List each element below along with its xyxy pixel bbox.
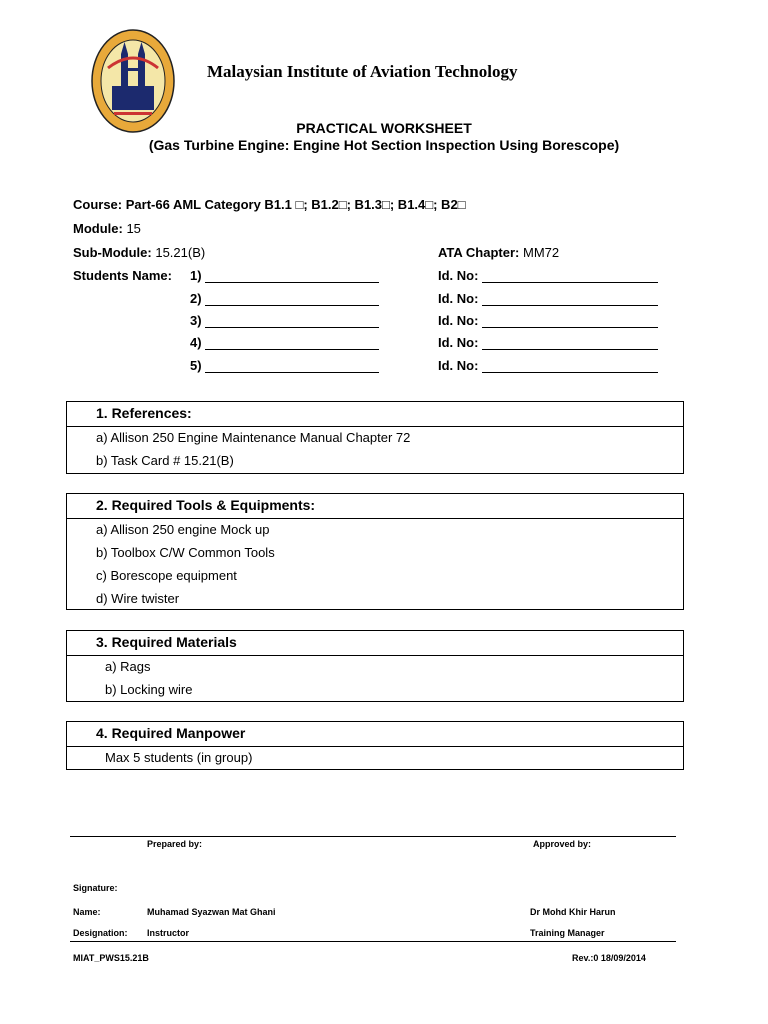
name-label: Name: [73, 907, 101, 917]
list-item: b) Locking wire [105, 682, 193, 697]
prepared-name: Muhamad Syazwan Mat Ghani [147, 907, 276, 917]
student-name-line[interactable] [205, 327, 379, 328]
ata-label: ATA Chapter: [438, 245, 520, 260]
manpower-heading: 4. Required Manpower [67, 722, 683, 747]
student-name-line[interactable] [205, 372, 379, 373]
institution-logo [90, 28, 176, 134]
list-item: b) Toolbox C/W Common Tools [96, 545, 275, 560]
list-item: Max 5 students (in group) [105, 750, 253, 765]
idno-line[interactable] [482, 349, 658, 350]
divider [70, 836, 676, 837]
student-number: 5) [190, 358, 202, 373]
submodule-field [73, 245, 205, 260]
list-item: a) Allison 250 Engine Maintenance Manual Chapter 72 [96, 430, 411, 445]
idno-label: Id. No: [438, 291, 479, 306]
tools-box [66, 493, 684, 610]
institute-name: Malaysian Institute of Aviation Technology [207, 62, 518, 81]
list-item: a) Allison 250 engine Mock up [96, 522, 270, 537]
student-number: 1) [190, 268, 202, 283]
page-title: PRACTICAL WORKSHEET [296, 120, 472, 136]
student-number: 4) [190, 335, 202, 350]
module-field [73, 221, 141, 236]
materials-heading: 3. Required Materials [67, 631, 683, 656]
document-code: MIAT_PWS15.21B [73, 953, 149, 963]
references-heading: 1. References: [67, 402, 683, 427]
list-item: d) Wire twister [96, 591, 180, 606]
idno-label: Id. No: [438, 268, 479, 283]
module-value: 15 [126, 221, 141, 236]
list-item: c) Borescope equipment [96, 568, 237, 583]
revision-info: Rev.:0 18/09/2014 [572, 953, 646, 963]
signature-label: Signature: [73, 883, 118, 893]
divider [70, 941, 676, 942]
idno-line[interactable] [482, 372, 658, 373]
list-item: a) Rags [105, 659, 151, 674]
student-number: 2) [190, 291, 202, 306]
idno-line[interactable] [482, 282, 658, 283]
tools-heading: 2. Required Tools & Equipments: [67, 494, 683, 519]
prepared-by-label: Prepared by: [147, 839, 203, 849]
idno-label: Id. No: [438, 358, 479, 373]
approved-by-label: Approved by: [533, 839, 592, 849]
idno-line[interactable] [482, 305, 658, 306]
student-name-line[interactable] [205, 282, 379, 283]
list-item: b) Task Card # 15.21(B) [96, 453, 234, 468]
student-name-line[interactable] [205, 349, 379, 350]
course-line: Course: Part-66 AML Category B1.1 □; B1.2□; B1.3□; B1.4□; B2□ [73, 197, 466, 212]
ata-field [438, 245, 559, 260]
students-name-label: Students Name: [73, 268, 172, 283]
idno-label: Id. No: [438, 335, 479, 350]
materials-box [66, 630, 684, 702]
idno-line[interactable] [482, 327, 658, 328]
approved-designation: Training Manager [530, 928, 605, 938]
manpower-box [66, 721, 684, 770]
approved-name: Dr Mohd Khir Harun [530, 907, 616, 917]
idno-label: Id. No: [438, 313, 479, 328]
student-name-line[interactable] [205, 305, 379, 306]
module-label: Module: [73, 221, 123, 236]
student-number: 3) [190, 313, 202, 328]
prepared-designation: Instructor [147, 928, 190, 938]
ata-value: MM72 [523, 245, 560, 260]
submodule-value: 15.21(B) [155, 245, 206, 260]
submodule-label: Sub-Module: [73, 245, 152, 260]
references-box [66, 401, 684, 474]
designation-label: Designation: [73, 928, 128, 938]
page-subtitle: (Gas Turbine Engine: Engine Hot Section Inspection Using Borescope) [148, 137, 620, 153]
